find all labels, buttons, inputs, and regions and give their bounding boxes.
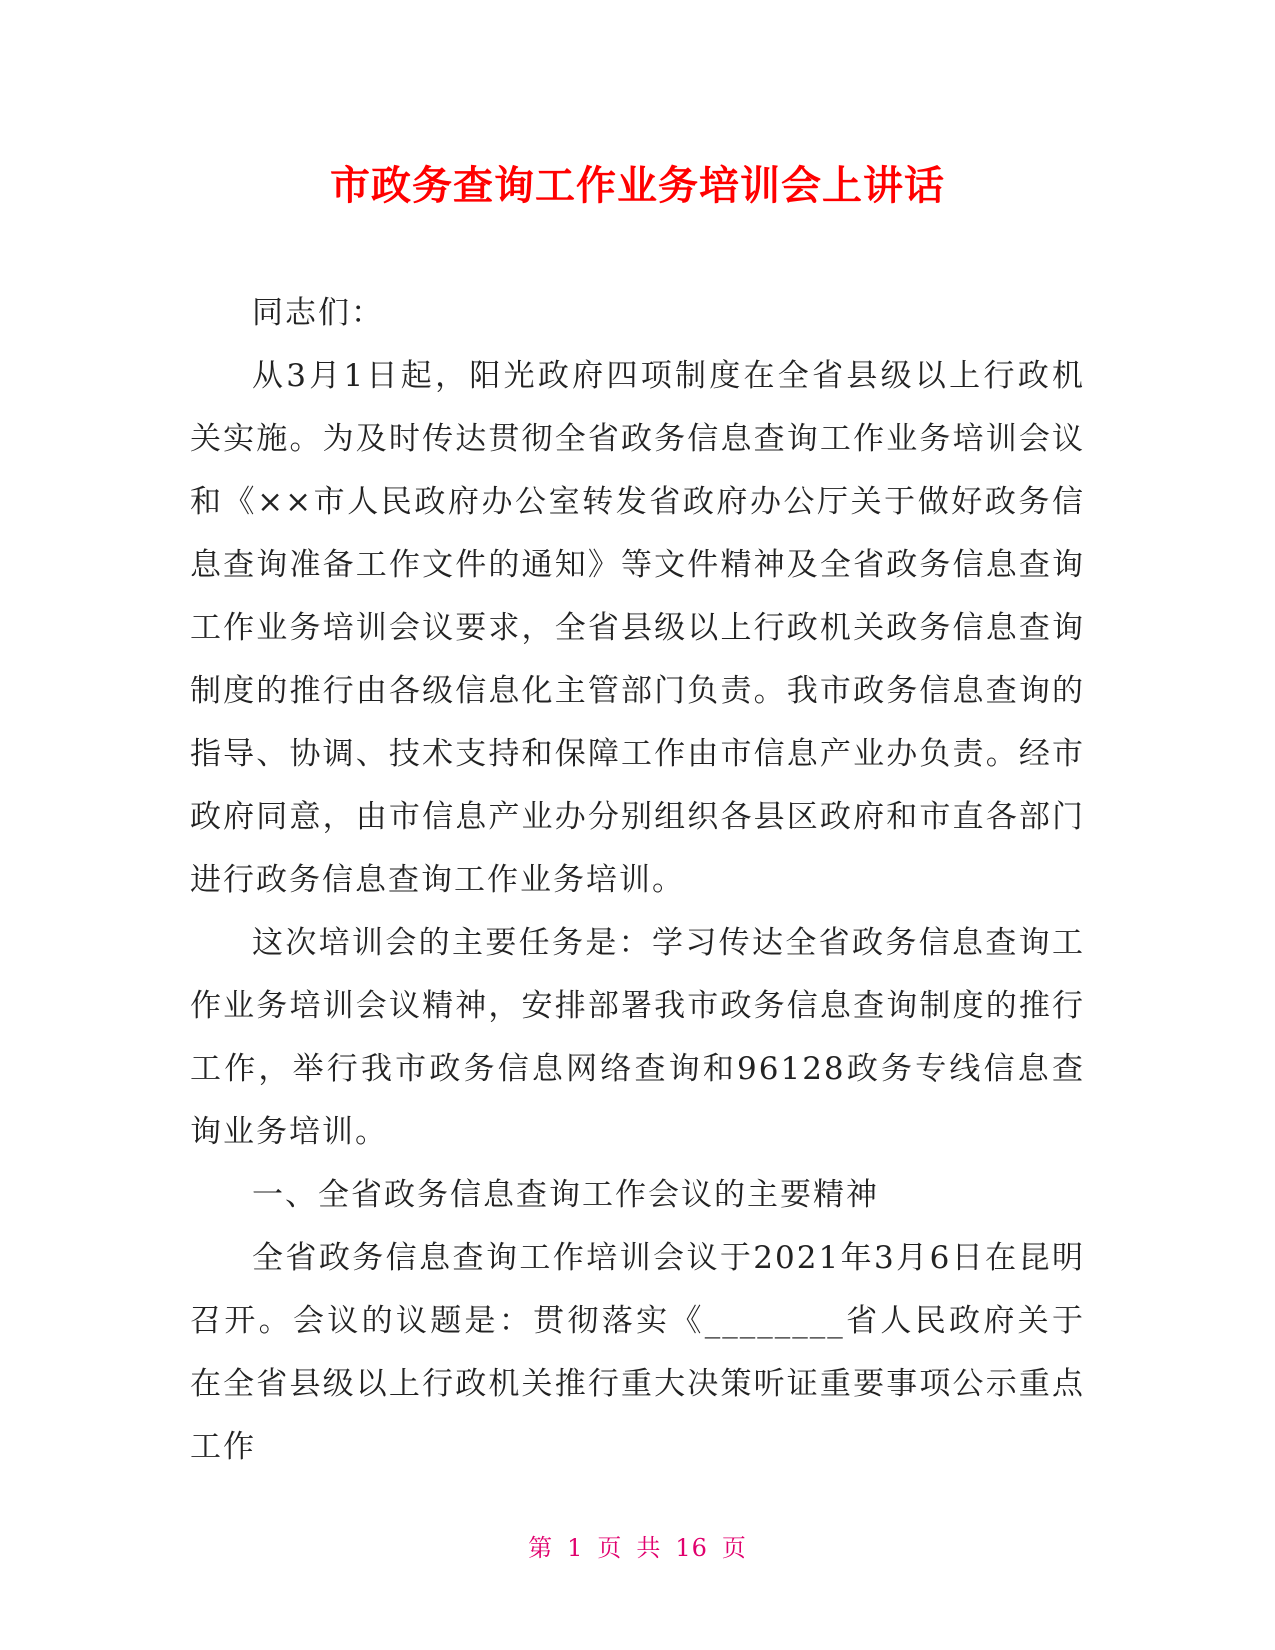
salutation-paragraph: 同志们： — [252, 295, 384, 331]
section-heading: 一、全省政务信息查询工作会议的主要精神 — [252, 1177, 879, 1213]
body-paragraph: 全省政务信息查询工作培训会议于2021年3月6日在昆明召开。会议的议题是：贯彻落实《________省人民政府关于在全省县级以上行政机关推行重大决策听证重要事项公示重点工作 — [190, 1240, 1085, 1465]
footer-total-prefix: 共 — [636, 1534, 662, 1562]
document-title: 市政务查询工作业务培训会上讲话 — [330, 163, 945, 209]
body-paragraph: 从3月1日起，阳光政府四项制度在全省县级以上行政机关实施。为及时传达贯彻全省政务信息查询工作业务培训会议和《××市人民政府办公室转发省政府办公厅关于做好政务信息查询准备工作文件的通知》等文件精神及全省政务信息查询工作业务培训会议要求，全省县级以上行政机关政务信息查询制度的推行由各级信息化主管部门负责。我市政务信息查询的指导、协调、技术支持和保障工作由市信息产业办负责。经市政府同意，由市信息产业办分别组织各县区政府和市直各部门进行政务信息查询工作业务培训。 — [190, 358, 1085, 898]
page-footer — [0, 1532, 1275, 1564]
footer-page-number: 1 — [567, 1534, 584, 1562]
footer-page-prefix: 第 — [528, 1534, 554, 1562]
document-body — [190, 282, 1085, 1479]
footer-total-suffix: 页 — [721, 1534, 747, 1562]
body-paragraph: 这次培训会的主要任务是：学习传达全省政务信息查询工作业务培训会议精神，安排部署我市政务信息查询制度的推行工作，举行我市政务信息网络查询和96128政务专线信息查询业务培训。 — [190, 925, 1085, 1150]
footer-page-mid: 页 — [597, 1534, 623, 1562]
footer-total-pages: 16 — [675, 1534, 708, 1562]
